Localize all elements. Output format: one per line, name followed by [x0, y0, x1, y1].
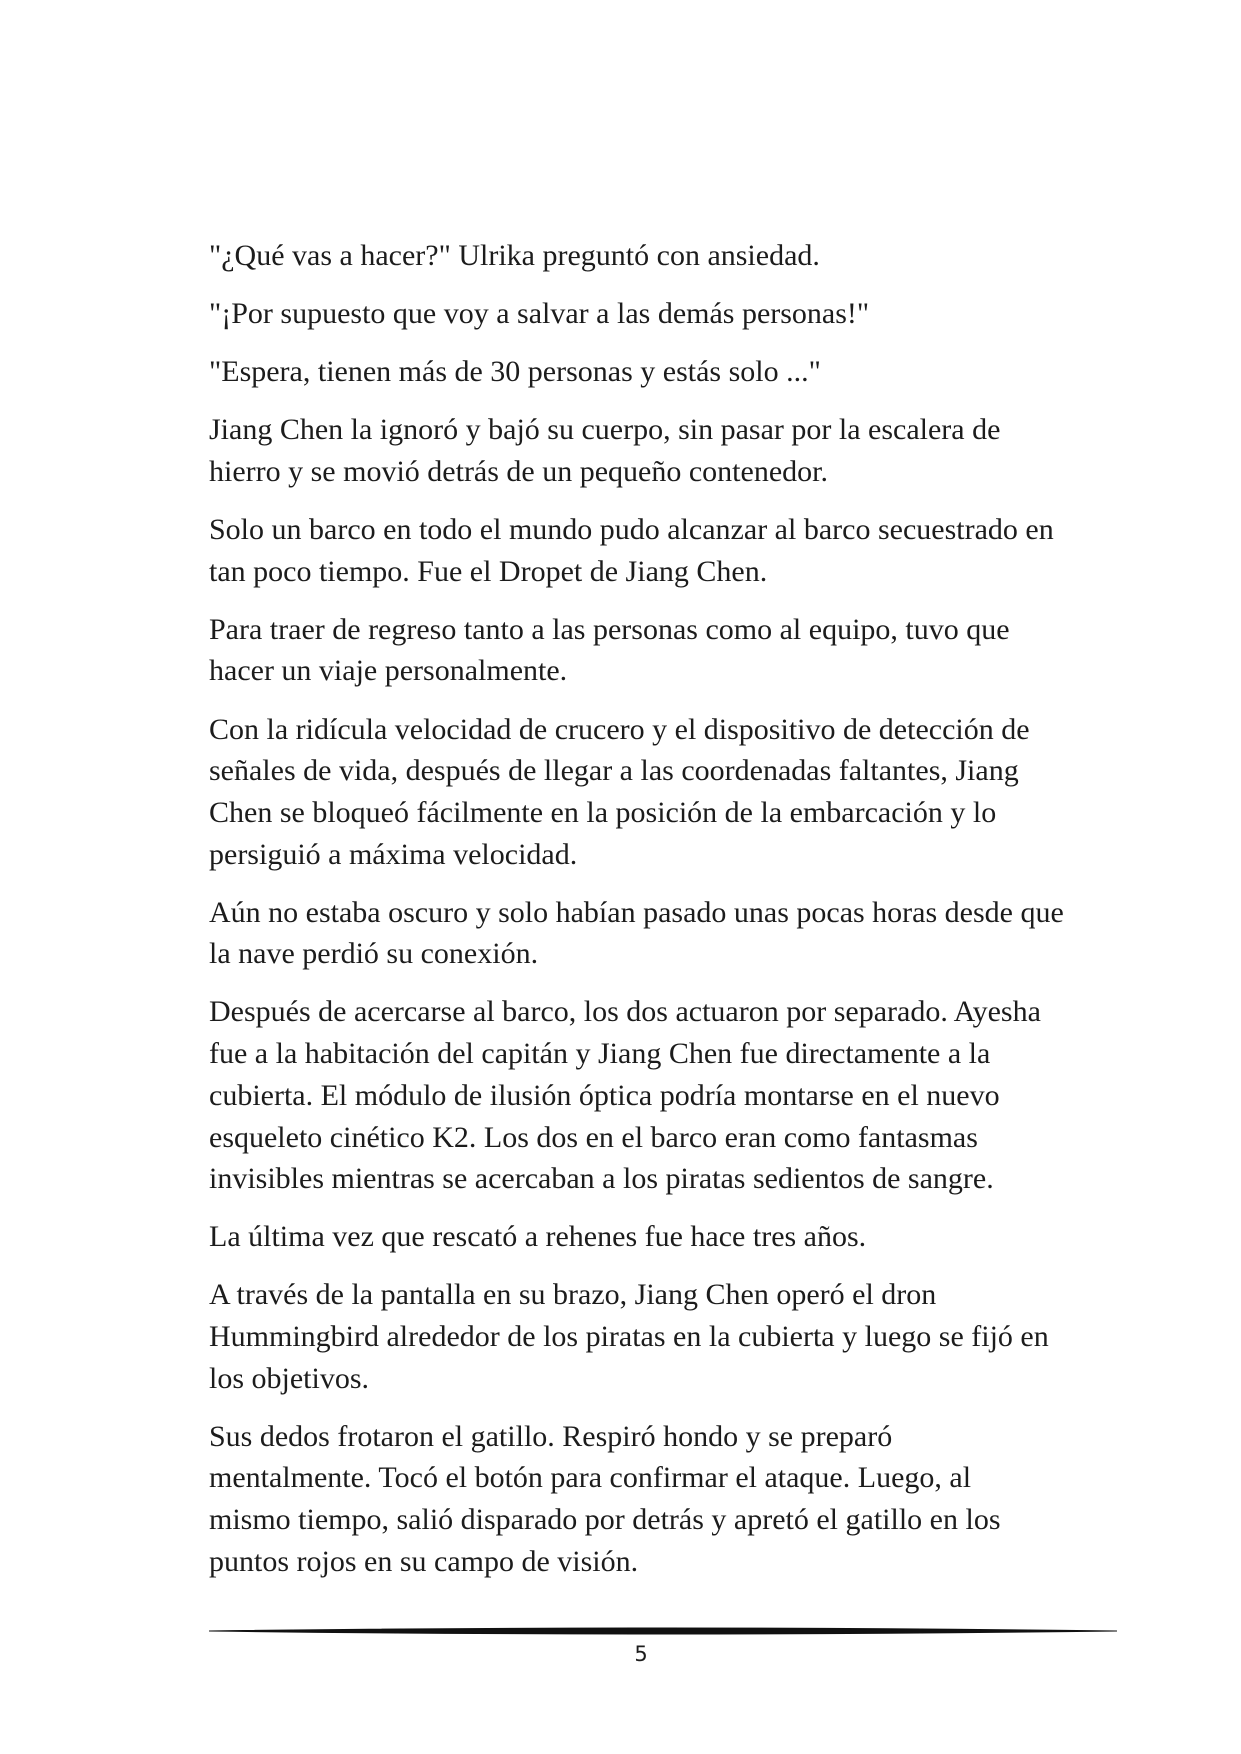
paragraph — [209, 991, 1109, 1199]
body-text — [209, 235, 1109, 1583]
text-line: Con la ridícula velocidad de crucero y el dispositivo de detección de — [209, 712, 1030, 746]
paragraph — [209, 509, 1109, 592]
text-line: mentalmente. Tocó el botón para confirmar el ataque. Luego, al — [209, 1461, 972, 1495]
text-line: cubierta. El módulo de ilusión óptica podría montarse en el nuevo — [209, 1078, 1000, 1112]
paragraph — [209, 1274, 1109, 1399]
text-line: invisibles mientras se acercaban a los piratas sedientos de sangre. — [209, 1162, 994, 1196]
paragraph — [209, 892, 1109, 975]
text-line: La última vez que rescató a rehenes fue hace tres años. — [209, 1220, 867, 1254]
paragraph — [209, 609, 1109, 692]
text-line: Jiang Chen la ignoró y bajó su cuerpo, sin pasar por la escalera de — [209, 413, 1001, 447]
text-line: Hummingbird alrededor de los piratas en la cubierta y luego se fijó en — [209, 1320, 1049, 1354]
text-line: "¡Por supuesto que voy a salvar a las demás personas!" — [209, 297, 870, 331]
paragraph — [209, 1216, 1109, 1258]
paragraph — [209, 409, 1109, 492]
text-line: los objetivos. — [209, 1361, 370, 1395]
text-line: la nave perdió su conexión. — [209, 937, 539, 971]
footer-divider — [209, 1622, 1117, 1640]
paragraph — [209, 351, 1109, 393]
text-line: Después de acercarse al barco, los dos actuaron por separado. Ayesha — [209, 995, 1041, 1029]
text-line: persiguió a máxima velocidad. — [209, 837, 578, 871]
text-line: Aún no estaba oscuro y solo habían pasado unas pocas horas desde que — [209, 895, 1064, 929]
text-line: Chen se bloqueó fácilmente en la posición de la embarcación y lo — [209, 795, 997, 829]
paragraph — [209, 1416, 1109, 1583]
text-line: "Espera, tienen más de 30 personas y estás solo ..." — [209, 355, 821, 389]
text-line: hierro y se movió detrás de un pequeño contenedor. — [209, 454, 828, 488]
text-line: Sus dedos frotaron el gatillo. Respiró hondo y se preparó — [209, 1419, 893, 1453]
text-line: señales de vida, después de llegar a las coordenadas faltantes, Jiang — [209, 754, 1019, 788]
text-line: tan poco tiempo. Fue el Dropet de Jiang Chen. — [209, 554, 768, 588]
paragraph — [209, 235, 1109, 277]
text-line: puntos rojos en su campo de visión. — [209, 1544, 639, 1578]
text-line: Solo un barco en todo el mundo pudo alcanzar al barco secuestrado en — [209, 513, 1054, 546]
text-line: mismo tiempo, salió disparado por detrás y apretó el gatillo en los — [209, 1503, 1001, 1537]
paragraph — [209, 709, 1109, 876]
page-number: 5 — [634, 1642, 648, 1666]
paragraph — [209, 293, 1109, 335]
text-line: Para traer de regreso tanto a las personas como al equipo, tuvo que — [209, 612, 1010, 646]
text-line: fue a la habitación del capitán y Jiang Chen fue directamente a la — [209, 1037, 991, 1071]
text-line: "¿Qué vas a hacer?" Ulrika preguntó con ansiedad. — [209, 239, 820, 272]
text-line: A través de la pantalla en su brazo, Jiang Chen operó el dron — [209, 1278, 937, 1312]
text-line: esqueleto cinético K2. Los dos en el barco eran como fantasmas — [209, 1120, 978, 1154]
text-line: hacer un viaje personalmente. — [209, 654, 568, 688]
